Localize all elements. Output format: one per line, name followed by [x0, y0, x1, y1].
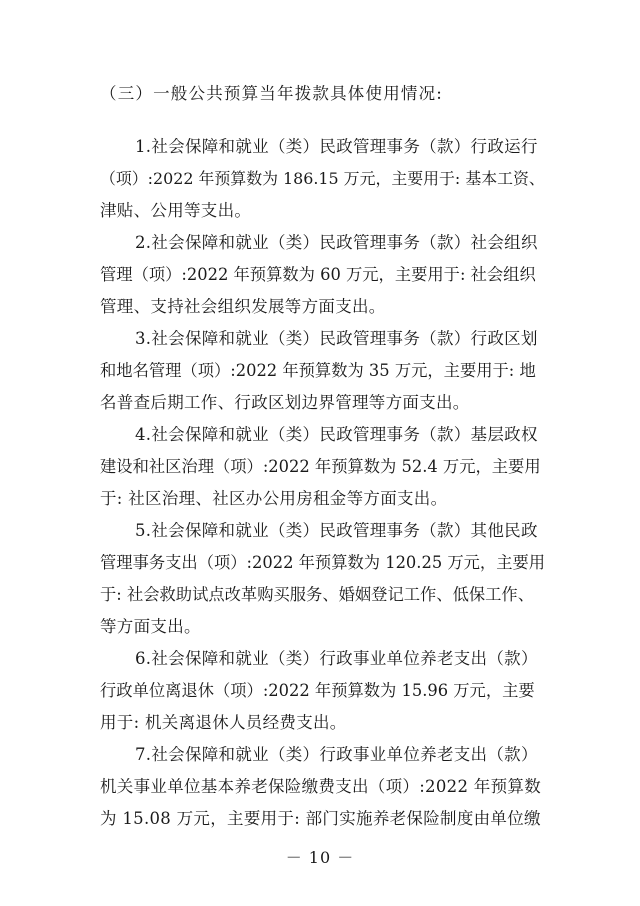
- paragraph-4-line-2: 建设和社区治理（项）:2022 年预算数为 52.4 万元，主要用: [100, 457, 541, 476]
- paragraph-7-line-2: 机关事业单位基本养老保险缴费支出（项）:2022 年预算数: [100, 777, 541, 796]
- paragraph-6-line-3: 用于: 机关离退休人员经费支出。: [100, 713, 347, 732]
- paragraph-4-line-1: 4.社会保障和就业（类）民政管理事务（款）基层政权: [135, 425, 538, 444]
- paragraph-3-line-1: 3.社会保障和就业（类）民政管理事务（款）行政区划: [135, 329, 538, 348]
- paragraph-3-line-2: 和地名管理（项）:2022 年预算数为 35 万元，主要用于: 地: [100, 361, 536, 380]
- paragraph-7-line-3: 为 15.08 万元，主要用于: 部门实施养老保险制度由单位缴: [100, 809, 541, 828]
- paragraph-1-line-3: 津贴、公用等支出。: [100, 201, 252, 220]
- paragraph-1-line-1: 1.社会保障和就业（类）民政管理事务（款）行政运行: [135, 137, 538, 156]
- paragraph-5-line-3: 于: 社会救助试点改革购买服务、婚姻登记工作、低保工作、: [100, 585, 534, 604]
- paragraph-5-line-2: 管理事务支出（项）:2022 年预算数为 120.25 万元，主要用: [100, 553, 546, 572]
- paragraph-5-line-4: 等方面支出。: [100, 617, 201, 636]
- section-heading: （三）一般公共预算当年拨款具体使用情况:: [100, 84, 444, 103]
- paragraph-5-line-1: 5.社会保障和就业（类）民政管理事务（款）其他民政: [135, 521, 538, 540]
- paragraph-3-line-3: 名普查后期工作、行政区划边界管理等方面支出。: [100, 393, 470, 412]
- paragraph-2-line-3: 管理、支持社会组织发展等方面支出。: [100, 297, 386, 316]
- paragraph-7-line-1: 7.社会保障和就业（类）行政事业单位养老支出（款）: [135, 745, 538, 764]
- paragraph-6-line-2: 行政单位离退休（项）:2022 年预算数为 15.96 万元，主要: [100, 681, 535, 700]
- paragraph-4-line-3: 于: 社区治理、社区办公用房租金等方面支出。: [100, 489, 448, 508]
- page-number: － 10 －: [285, 848, 355, 867]
- paragraph-2-line-2: 管理（项）:2022 年预算数为 60 万元，主要用于: 社会组织: [100, 265, 536, 284]
- paragraph-2-line-1: 2.社会保障和就业（类）民政管理事务（款）社会组织: [135, 233, 538, 252]
- paragraph-6-line-1: 6.社会保障和就业（类）行政事业单位养老支出（款）: [135, 649, 538, 668]
- paragraph-1-line-2: （项）:2022 年预算数为 186.15 万元，主要用于: 基本工资、: [100, 169, 545, 188]
